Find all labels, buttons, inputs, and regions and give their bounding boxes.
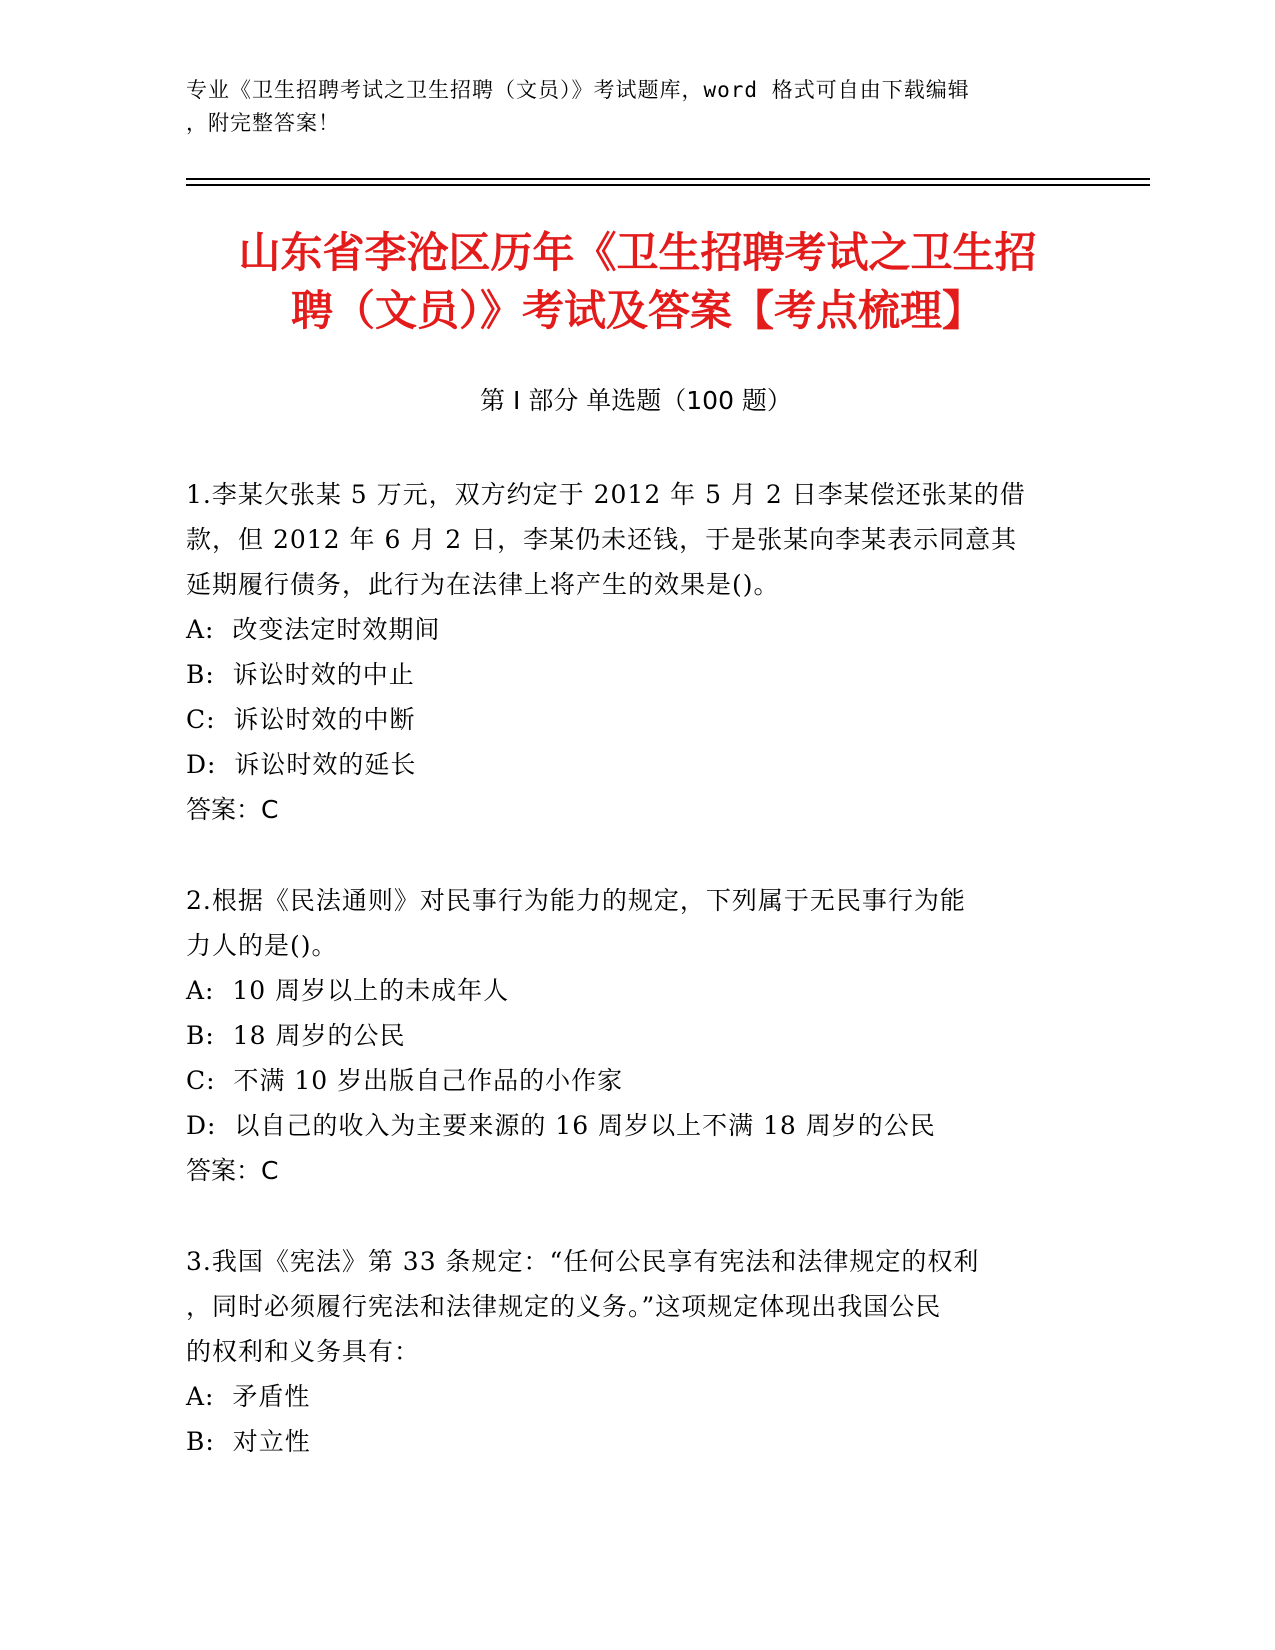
section-heading: 第 I 部分 单选题（100 题） [480, 386, 792, 415]
option-a: A: 矛盾性 [186, 1382, 311, 1411]
answer: 答案：C [186, 795, 279, 824]
question-3 [186, 1239, 1086, 1464]
document-title: 山东省李沧区历年《卫生招聘考试之卫生招 聘（文员）》考试及答案【考点梳理】 [238, 228, 1037, 335]
option-b: B: 18 周岁的公民 [186, 1021, 406, 1050]
question-2 [186, 878, 1086, 1193]
option-b: B: 诉讼时效的中止 [186, 660, 415, 689]
header-note: 专业《卫生招聘考试之卫生招聘（文员）》考试题库，word 格式可自由下载编辑 ，附完整答案！ [186, 78, 970, 135]
option-c: C: 不满 10 岁出版自己作品的小作家 [186, 1066, 624, 1095]
question-text: 1.李某欠张某 5 万元，双方约定于 2012 年 5 月 2 日李某偿还张某的借 款，但 2012 年 6 月 2 日，李某仍未还钱，于是张某向李某表示同意其 延期履行债务，此行为在法律上将产生的效果是()。 [186, 480, 1026, 599]
option-c: C: 诉讼时效的中断 [186, 705, 416, 734]
option-d: D: 诉讼时效的延长 [186, 750, 417, 779]
option-d: D: 以自己的收入为主要来源的 16 周岁以上不满 18 周岁的公民 [186, 1111, 936, 1140]
question-text: 2.根据《民法通则》对民事行为能力的规定，下列属于无民事行为能 力人的是()。 [186, 886, 966, 960]
question-1 [186, 472, 1086, 832]
question-list [186, 472, 1086, 1510]
header-divider-top [186, 178, 1150, 180]
option-a: A: 10 周岁以上的未成年人 [186, 976, 510, 1005]
question-text: 3.我国《宪法》第 33 条规定：“任何公民享有宪法和法律规定的权利 ，同时必须履行宪法和法律规定的义务。”这项规定体现出我国公民 的权利和义务具有： [186, 1247, 980, 1366]
option-a: A: 改变法定时效期间 [186, 615, 441, 644]
option-b: B: 对立性 [186, 1427, 311, 1456]
answer: 答案：C [186, 1156, 279, 1185]
header-divider-bottom [186, 184, 1150, 186]
